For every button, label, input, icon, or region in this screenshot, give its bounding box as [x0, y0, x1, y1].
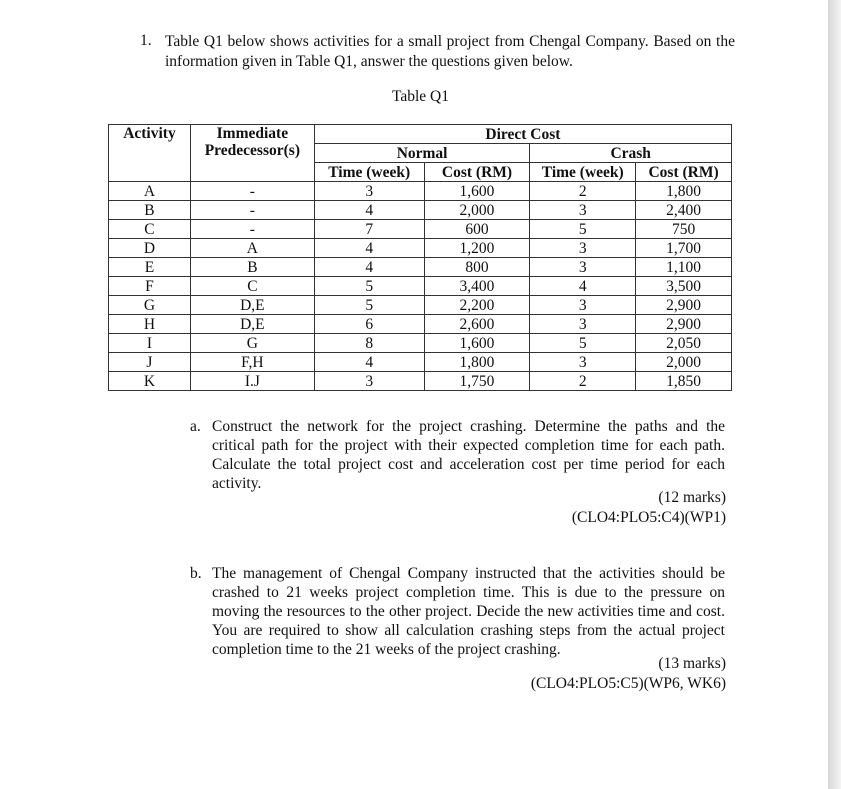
header-crash-time: Time (week) — [530, 163, 636, 182]
table-row — [109, 239, 732, 258]
cell-activity: F — [109, 277, 191, 296]
table-row — [109, 258, 732, 277]
cell-crash-time: 5 — [530, 220, 636, 239]
table-row — [109, 315, 732, 334]
cell-normal-time: 5 — [314, 296, 424, 315]
cell-activity: B — [109, 201, 191, 220]
cell-normal-time: 4 — [314, 201, 424, 220]
cell-crash-time: 3 — [530, 353, 636, 372]
question-number: 1. — [140, 32, 152, 49]
cell-normal-cost: 600 — [424, 220, 530, 239]
activity-table — [108, 124, 732, 391]
part-a-text: Construct the network for the project crashing. Determine the paths and the critical path for the project with their expected completion time for each path. Calculate the total project cost and acceleration cost per time period for each activity. — [212, 418, 725, 492]
cell-crash-time: 2 — [530, 182, 636, 201]
cell-predecessor: - — [190, 201, 314, 220]
cell-activity: G — [109, 296, 191, 315]
cell-crash-time: 2 — [530, 372, 636, 391]
cell-crash-time: 4 — [530, 277, 636, 296]
cell-predecessor: D,E — [190, 296, 314, 315]
cell-crash-time: 5 — [530, 334, 636, 353]
cell-normal-cost: 1,600 — [424, 334, 530, 353]
cell-activity: H — [109, 315, 191, 334]
table-row — [109, 372, 732, 391]
header-activity: Activity — [109, 125, 191, 182]
part-a-marks: (12 marks) — [658, 489, 726, 506]
cell-normal-cost: 1,800 — [424, 353, 530, 372]
table-row — [109, 182, 732, 201]
cell-predecessor: I.J — [190, 372, 314, 391]
cell-normal-cost: 1,600 — [424, 182, 530, 201]
cell-crash-cost: 2,050 — [636, 334, 732, 353]
header-crash: Crash — [530, 144, 732, 163]
header-normal-time: Time (week) — [314, 163, 424, 182]
cell-normal-time: 8 — [314, 334, 424, 353]
table-row — [109, 220, 732, 239]
cell-activity: E — [109, 258, 191, 277]
table-row — [109, 296, 732, 315]
cell-crash-cost: 1,700 — [636, 239, 732, 258]
cell-normal-time: 3 — [314, 372, 424, 391]
page-edge-shadow — [828, 0, 841, 789]
part-b-marks: (13 marks) — [658, 655, 726, 672]
cell-crash-cost: 1,850 — [636, 372, 732, 391]
cell-crash-cost: 1,100 — [636, 258, 732, 277]
cell-normal-cost: 3,400 — [424, 277, 530, 296]
cell-activity: J — [109, 353, 191, 372]
cell-predecessor: B — [190, 258, 314, 277]
cell-normal-time: 5 — [314, 277, 424, 296]
question-text: Table Q1 below shows activities for a small project from Chengal Company. Based on the information given in Table Q1, answer the questions given below. — [165, 33, 735, 70]
cell-normal-time: 3 — [314, 182, 424, 201]
cell-predecessor: - — [190, 220, 314, 239]
cell-normal-time: 4 — [314, 239, 424, 258]
cell-normal-time: 6 — [314, 315, 424, 334]
table-caption: Table Q1 — [391, 88, 450, 105]
header-direct-cost: Direct Cost — [314, 125, 731, 144]
cell-predecessor: F,H — [190, 353, 314, 372]
cell-crash-cost: 2,900 — [636, 296, 732, 315]
cell-predecessor: D,E — [190, 315, 314, 334]
cell-activity: D — [109, 239, 191, 258]
cell-activity: C — [109, 220, 191, 239]
cell-normal-time: 4 — [314, 353, 424, 372]
cell-normal-time: 7 — [314, 220, 424, 239]
part-a-outcome: (CLO4:PLO5:C4)(WP1) — [571, 509, 726, 526]
cell-normal-cost: 2,000 — [424, 201, 530, 220]
cell-crash-time: 3 — [530, 239, 636, 258]
cell-normal-cost: 2,200 — [424, 296, 530, 315]
cell-crash-cost: 2,000 — [636, 353, 732, 372]
cell-normal-cost: 1,200 — [424, 239, 530, 258]
table-row — [109, 334, 732, 353]
part-b-outcome: (CLO4:PLO5:C5)(WP6, WK6) — [530, 675, 726, 692]
cell-activity: K — [109, 372, 191, 391]
cell-normal-cost: 800 — [424, 258, 530, 277]
cell-crash-time: 3 — [530, 296, 636, 315]
cell-crash-cost: 750 — [636, 220, 732, 239]
cell-predecessor: A — [190, 239, 314, 258]
cell-predecessor: - — [190, 182, 314, 201]
part-a-label: a. — [190, 418, 201, 435]
cell-crash-cost: 2,900 — [636, 315, 732, 334]
table-row — [109, 201, 732, 220]
cell-predecessor: C — [190, 277, 314, 296]
header-normal-cost: Cost (RM) — [424, 163, 530, 182]
cell-crash-time: 3 — [530, 201, 636, 220]
cell-normal-time: 4 — [314, 258, 424, 277]
header-predecessor: Immediate Predecessor(s) — [190, 125, 314, 182]
header-normal: Normal — [314, 144, 530, 163]
cell-crash-time: 3 — [530, 315, 636, 334]
table-row — [109, 277, 732, 296]
cell-activity: I — [109, 334, 191, 353]
part-b-label: b. — [190, 565, 202, 582]
header-crash-cost: Cost (RM) — [636, 163, 732, 182]
cell-activity: A — [109, 182, 191, 201]
cell-crash-time: 3 — [530, 258, 636, 277]
cell-normal-cost: 1,750 — [424, 372, 530, 391]
part-b-text: The management of Chengal Company instructed that the activities should be crashed to 21 weeks project completion time. This is due to the pressure on moving the resources to the other project. Decide the new activities time and cost. You are required to show all calculation crashing steps from the actual project completion time to the 21 weeks of the project crashing. — [212, 565, 725, 658]
table-row — [109, 353, 732, 372]
cell-predecessor: G — [190, 334, 314, 353]
cell-crash-cost: 2,400 — [636, 201, 732, 220]
cell-crash-cost: 1,800 — [636, 182, 732, 201]
cell-crash-cost: 3,500 — [636, 277, 732, 296]
cell-normal-cost: 2,600 — [424, 315, 530, 334]
